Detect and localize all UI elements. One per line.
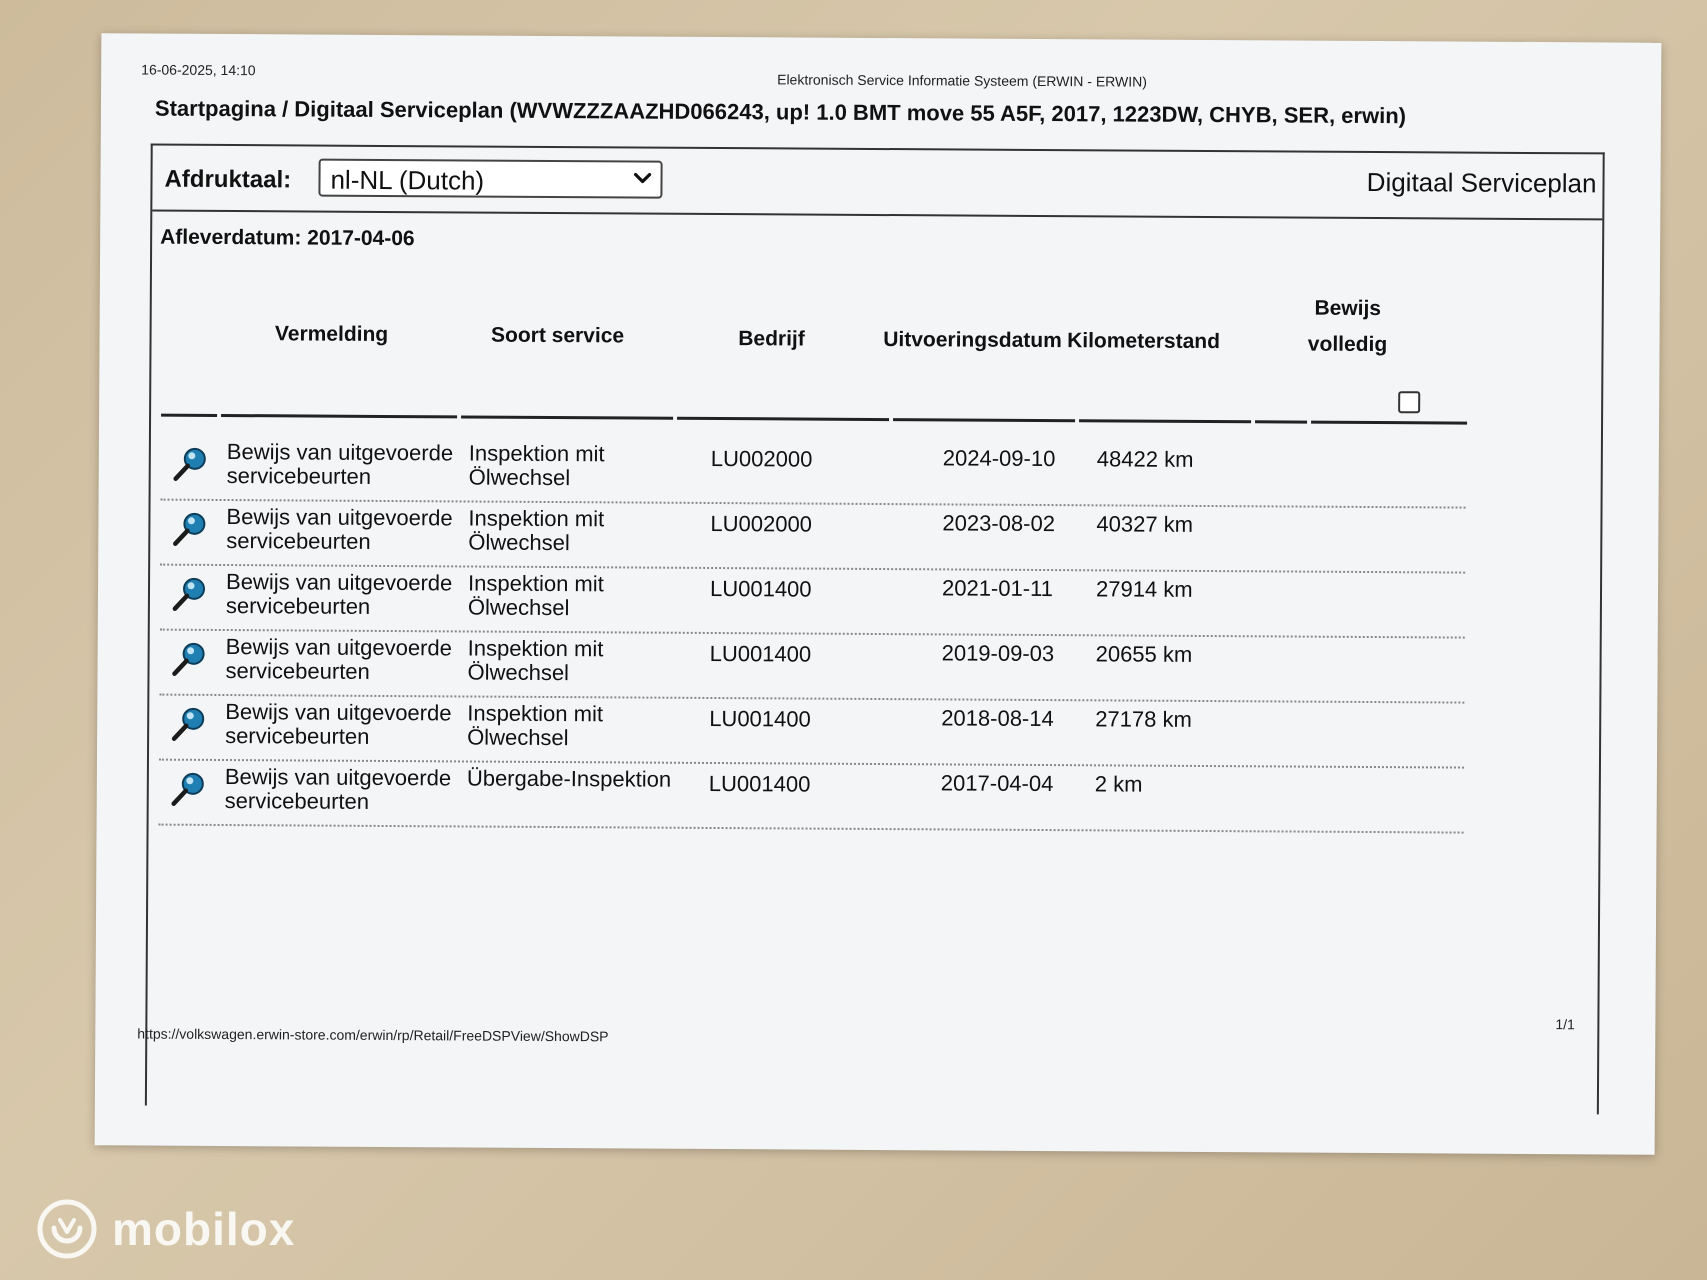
column-rule (1079, 419, 1251, 423)
print-date: 16-06-2025, 14:10 (141, 61, 256, 79)
plan-title: Digitaal Serviceplan (1366, 166, 1597, 199)
entry-line: servicebeurten (225, 658, 370, 684)
entry-line: Bewijs van uitgevoerde (226, 504, 453, 531)
company-cell: LU001400 (709, 575, 812, 602)
mobilox-logo-icon (36, 1198, 98, 1260)
entry-line: Bewijs van uitgevoerde (225, 699, 452, 726)
column-rule (1255, 420, 1307, 423)
entry-line: Bewijs van uitgevoerde (224, 764, 452, 791)
company-cell: LU001400 (709, 640, 812, 667)
mileage-cell: 40327 km (1096, 511, 1194, 537)
entry-line: servicebeurten (225, 593, 371, 619)
entry-line: servicebeurten (226, 528, 371, 554)
table-row (159, 694, 1464, 769)
watermark (36, 1198, 336, 1258)
service-line: Inspektion mit (468, 505, 605, 532)
toolbar (152, 146, 1602, 221)
page-number: 1/1 (1555, 1016, 1575, 1033)
chevron-down-icon (632, 168, 652, 188)
watermark-text: mobilox (112, 1203, 296, 1255)
service-line: Inspektion mit (467, 570, 604, 597)
language-select[interactable] (318, 159, 662, 199)
system-name: Elektronisch Service Informatie Systeem (ERWIN - ERWIN) (777, 71, 1147, 90)
service-type-cell (467, 636, 603, 685)
magnifier-icon[interactable] (169, 639, 209, 679)
magnifier-icon[interactable] (169, 704, 209, 744)
entry-cell (225, 700, 452, 749)
service-line: Inspektion mit (467, 700, 604, 727)
entry-cell (226, 505, 453, 554)
magnifier-icon[interactable] (170, 509, 210, 549)
delivery-date: Afleverdatum: 2017-04-06 (160, 225, 415, 251)
column-header-date: Uitvoeringsdatum (883, 328, 1062, 353)
company-cell: LU002000 (710, 510, 813, 537)
entry-cell (225, 635, 452, 684)
column-header-proof: Bewijs (1314, 296, 1382, 321)
date-cell: 2018-08-14 (941, 705, 1054, 732)
company-cell: LU001400 (708, 770, 811, 797)
service-line: Ölwechsel (467, 724, 569, 751)
mileage-cell: 27914 km (1095, 576, 1193, 602)
entry-line: servicebeurten (225, 723, 370, 749)
table-row (160, 499, 1465, 574)
mileage-cell: 48422 km (1096, 446, 1194, 472)
column-rule (161, 414, 217, 417)
table-row (160, 564, 1465, 639)
printed-page (95, 33, 1662, 1155)
date-cell: 2024-09-10 (942, 445, 1056, 472)
page-title: Startpagina / Digitaal Serviceplan (WVWZZZAAZHD066243, up! 1.0 BMT move 55 A5F, 2017, 1223DW, CHYB, SER, erwin) (154, 95, 1407, 129)
entry-cell (225, 765, 452, 814)
company-cell: LU001400 (709, 705, 811, 732)
column-header-entry: Vermelding (274, 322, 389, 347)
entry-line: Bewijs van uitgevoerde (225, 634, 452, 661)
table-row (159, 629, 1464, 704)
column-header-proof-line2: volledig (1307, 332, 1388, 357)
mileage-cell: 27178 km (1095, 706, 1192, 732)
service-plan-frame (145, 144, 1605, 1115)
entry-cell (226, 570, 453, 619)
entry-cell (227, 440, 454, 489)
table-row (161, 434, 1466, 509)
table-row (159, 759, 1464, 834)
column-rule (221, 414, 457, 418)
mileage-cell: 2 km (1094, 771, 1143, 797)
entry-line: Bewijs van uitgevoerde (226, 439, 454, 466)
magnifier-icon[interactable] (171, 444, 211, 484)
company-cell: LU002000 (710, 445, 813, 472)
column-rule (1311, 421, 1467, 425)
column-header-company: Bedrijf (738, 327, 805, 351)
column-header-mileage: Kilometerstand (1067, 329, 1221, 354)
column-rule (893, 418, 1075, 422)
service-type-cell (468, 506, 604, 555)
date-cell: 2021-01-11 (941, 575, 1054, 602)
date-cell: 2019-09-03 (941, 640, 1055, 667)
footer-url: https://volkswagen.erwin-store.com/erwin/rp/Retail/FreeDSPView/ShowDSP (137, 1025, 609, 1045)
service-type-cell (467, 766, 671, 791)
date-cell: 2023-08-02 (942, 510, 1056, 537)
entry-line: Bewijs van uitgevoerde (225, 569, 453, 596)
magnifier-icon[interactable] (169, 769, 209, 809)
service-line: Ölwechsel (468, 529, 570, 556)
service-line: Ölwechsel (467, 594, 570, 621)
language-label: Afdruktaal: (164, 165, 292, 194)
service-line: Übergabe-Inspektion (466, 765, 672, 792)
service-line: Ölwechsel (467, 659, 570, 686)
proof-complete-checkbox[interactable] (1398, 391, 1420, 413)
column-header-service-type: Soort service (490, 323, 625, 348)
entry-line: servicebeurten (224, 788, 370, 814)
entry-line: servicebeurten (226, 463, 372, 489)
column-rule (461, 415, 673, 419)
magnifier-icon[interactable] (170, 574, 210, 614)
column-rule (677, 417, 889, 421)
language-value: nl-NL (Dutch) (330, 164, 485, 196)
service-line: Inspektion mit (468, 440, 605, 467)
service-type-cell (469, 441, 605, 490)
service-type-cell (468, 571, 604, 620)
service-line: Inspektion mit (467, 635, 604, 662)
service-line: Ölwechsel (468, 464, 571, 491)
mileage-cell: 20655 km (1095, 641, 1193, 667)
service-type-cell (467, 701, 603, 750)
date-cell: 2017-04-04 (940, 770, 1054, 797)
